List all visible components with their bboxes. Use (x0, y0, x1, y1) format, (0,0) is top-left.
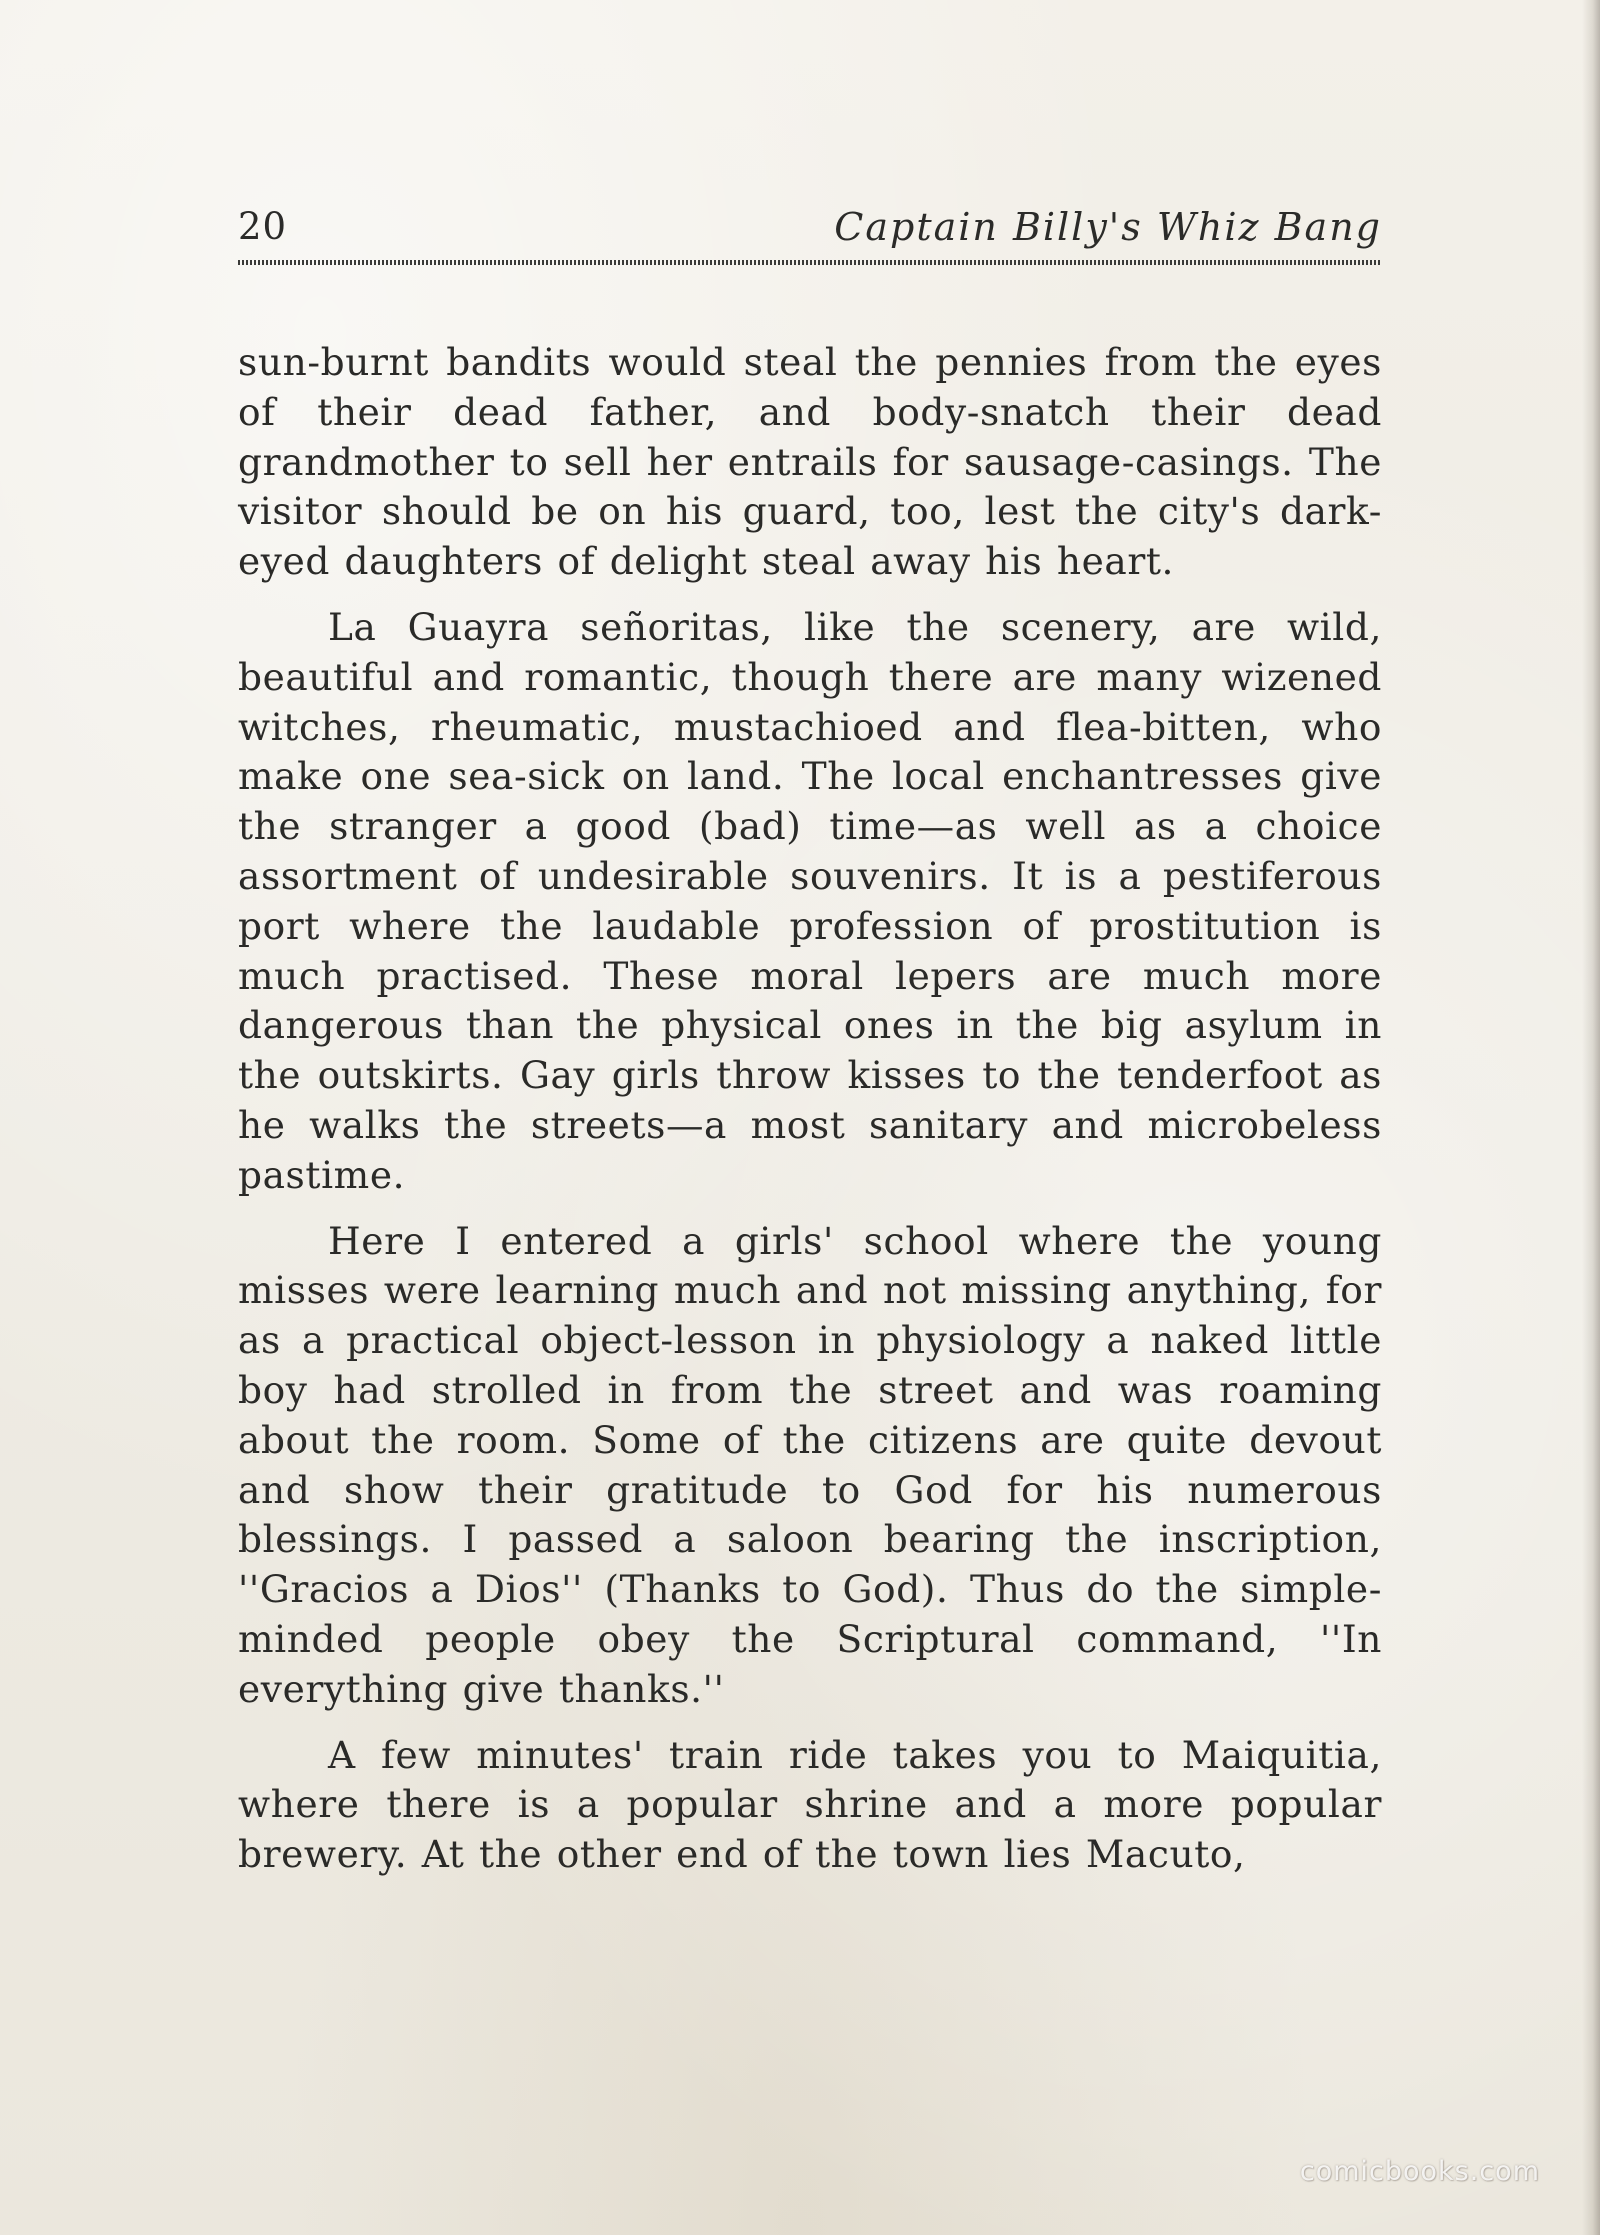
paragraph-girls-school: Here I entered a girls' school where the young misses were learning much and not missing anything, for as a practical object-lesson in physiology a naked little boy had strolled in from the street and was roaming about the room. Some of the citizens are quite devout and show their gratitude to God for his numerous blessings. I passed a saloon bearing the inscription, ''Gracios a Dios'' (Thanks to God). Thus do the simple-minded people obey the Scriptural command, ''In everything give thanks.'' (238, 1218, 1382, 1711)
header-rule (238, 260, 1382, 265)
body-text (238, 338, 1382, 1880)
paragraph-maiquitia: A few minutes' train ride takes you to Maiquitia, where there is a popular shrine and a more popular brewery. At the other end of the town lies Macuto, (238, 1732, 1382, 1877)
magazine-title: Captain Billy's Whiz Bang (834, 205, 1382, 249)
page-edge-shadow (1582, 0, 1600, 2235)
watermark: comicbooks.com (1299, 2156, 1540, 2187)
paragraph-la-guayra: La Guayra señoritas, like the scenery, are wild, beautiful and romantic, though there are many wizened witches, rheumatic, mustachioed and flea-bitten, who make one sea-sick on land. The local enchantresses give the stranger a good (bad) time—as well as a choice assortment of undesirable souvenirs. It is a pestiferous port where the laudable profession of prostitution is much practised. These moral lepers are much more dangerous than the physical ones in the big asylum in the outskirts. Gay girls throw kisses to the tenderfoot as he walks the streets—a most sanitary and microbeless pastime. (238, 604, 1382, 1197)
page-number: 20 (238, 205, 288, 248)
paragraph-continued: sun-burnt bandits would steal the pennies from the eyes of their dead father, and body-snatch their dead grandmother to sell her entrails for sausage-casings. The visitor should be on his guard, too, lest the city's dark-eyed daughters of delight steal away his heart. (238, 340, 1382, 584)
running-head (238, 205, 1382, 265)
